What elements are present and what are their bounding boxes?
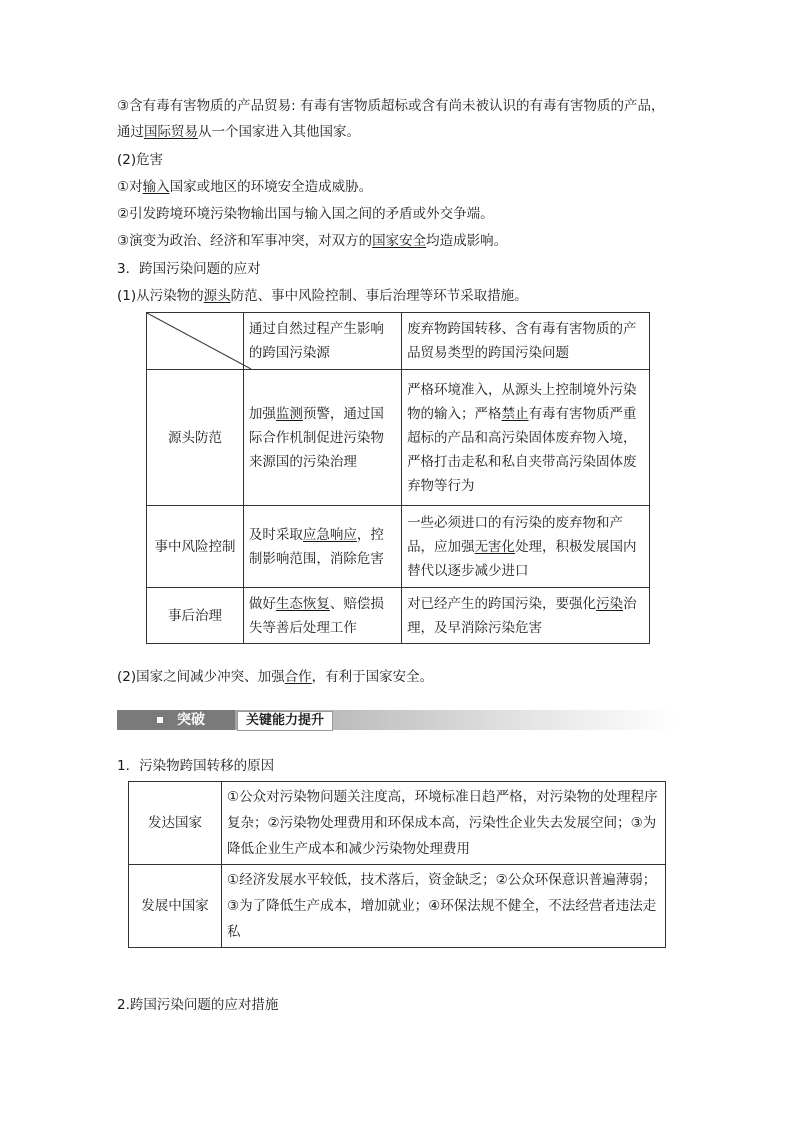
table-row bbox=[129, 782, 666, 865]
table-cell: 对已经产生的跨国污染，要强化污染治理，及早消除污染危害 bbox=[402, 588, 650, 644]
row-label: 事中风险控制 bbox=[147, 506, 244, 588]
table-row bbox=[147, 506, 650, 588]
table-cell: 及时采取应急响应，控制影响范围，消除危害 bbox=[243, 506, 401, 588]
diagonal-line bbox=[147, 313, 251, 369]
table-cell: ①经济发展水平较低，技术落后，资金缺乏；②公众环保意识普遍薄弱；③为了降低生产成本，增加就业；④环保法规不健全，不法经营者违法走私 bbox=[222, 865, 666, 948]
underlined-term: 应急响应 bbox=[302, 526, 357, 543]
text-line-trade: ③含有毒有害物质的产品贸易: 有毒有害物质超标或含有尚未被认识的有毒有害物质的产品， bbox=[117, 98, 665, 114]
response-measures-table bbox=[146, 312, 650, 644]
underlined-term: 源头 bbox=[203, 288, 231, 304]
transfer-reasons-table bbox=[128, 781, 666, 948]
underlined-term: 国际贸易 bbox=[144, 124, 198, 140]
table-row bbox=[147, 370, 650, 506]
text-line-trade-cont: 通过国际贸易从一个国家进入其他国家。 bbox=[117, 124, 360, 140]
table-row bbox=[129, 865, 666, 948]
section-3-heading: 3．跨国污染问题的应对 bbox=[117, 261, 261, 277]
banner-subtitle: 关键能力提升 bbox=[237, 711, 333, 731]
row-label: 发达国家 bbox=[129, 782, 222, 865]
underlined-term: 无害化 bbox=[474, 538, 516, 555]
table-header-row bbox=[147, 313, 650, 370]
banner-dark-block bbox=[117, 710, 235, 730]
harm-item-3: ③演变为政治、经济和军事冲突，对双方的国家安全均造成影响。 bbox=[117, 233, 508, 249]
section-b2-heading: 2.跨国污染问题的应对措施 bbox=[117, 997, 279, 1013]
underlined-term: 监测 bbox=[275, 405, 303, 422]
row-label: 事后治理 bbox=[147, 588, 244, 644]
underlined-term: 生态恢复 bbox=[275, 595, 330, 612]
section-b1-heading: 1．污染物跨国转移的原因 bbox=[117, 758, 275, 774]
row-label: 发展中国家 bbox=[129, 865, 222, 948]
table-cell: 加强监测预警，通过国际合作机制促进污染物来源国的污染治理 bbox=[243, 370, 401, 506]
diagonal-header-cell bbox=[147, 313, 244, 370]
header-trade-pollution: 废弃物跨国转移、含有毒有害物质的产品贸易类型的跨国污染问题 bbox=[402, 313, 650, 370]
banner-title: 突破 bbox=[177, 712, 205, 728]
square-bullet-icon bbox=[157, 717, 163, 723]
measure-2: (2)国家之间减少冲突、加强合作，有利于国家安全。 bbox=[117, 669, 434, 685]
harm-heading: (2)危害 bbox=[117, 152, 164, 168]
table-cell: 做好生态恢复、赔偿损失等善后处理工作 bbox=[243, 588, 401, 644]
table-row bbox=[147, 588, 650, 644]
underlined-term: 合作 bbox=[284, 669, 312, 685]
harm-item-1: ①对输入国家或地区的环境安全造成威胁。 bbox=[117, 179, 373, 195]
row-label: 源头防范 bbox=[147, 370, 244, 506]
underlined-term: 污染 bbox=[596, 595, 624, 612]
header-natural-sources: 通过自然过程产生影响的跨国污染源 bbox=[243, 313, 401, 370]
underlined-term: 国家安全 bbox=[372, 233, 427, 249]
measure-1: (1)从污染物的源头防范、事中风险控制、事后治理等环节采取措施。 bbox=[117, 288, 528, 304]
section-banner bbox=[117, 710, 677, 730]
underlined-term: 输入 bbox=[142, 179, 170, 195]
table-cell: 一些必须进口的有污染的废弃物和产品，应加强无害化处理，积极发展国内替代以逐步减少进口 bbox=[402, 506, 650, 588]
underlined-term: 禁止 bbox=[501, 405, 529, 422]
table-cell: ①公众对污染物问题关注度高，环境标准日趋严格，对污染物的处理程序复杂；②污染物处理费用和环保成本高，污染性企业失去发展空间；③为降低企业生产成本和减少污染物处理费用 bbox=[222, 782, 666, 865]
table-cell: 严格环境准入，从源头上控制境外污染物的输入；严格禁止有毒有害物质严重超标的产品和高污染固体废弃物入境，严格打击走私和私自夹带高污染固体废弃物等行为 bbox=[402, 370, 650, 506]
harm-item-2: ②引发跨境环境污染物输出国与输入国之间的矛盾或外交争端。 bbox=[117, 206, 494, 222]
